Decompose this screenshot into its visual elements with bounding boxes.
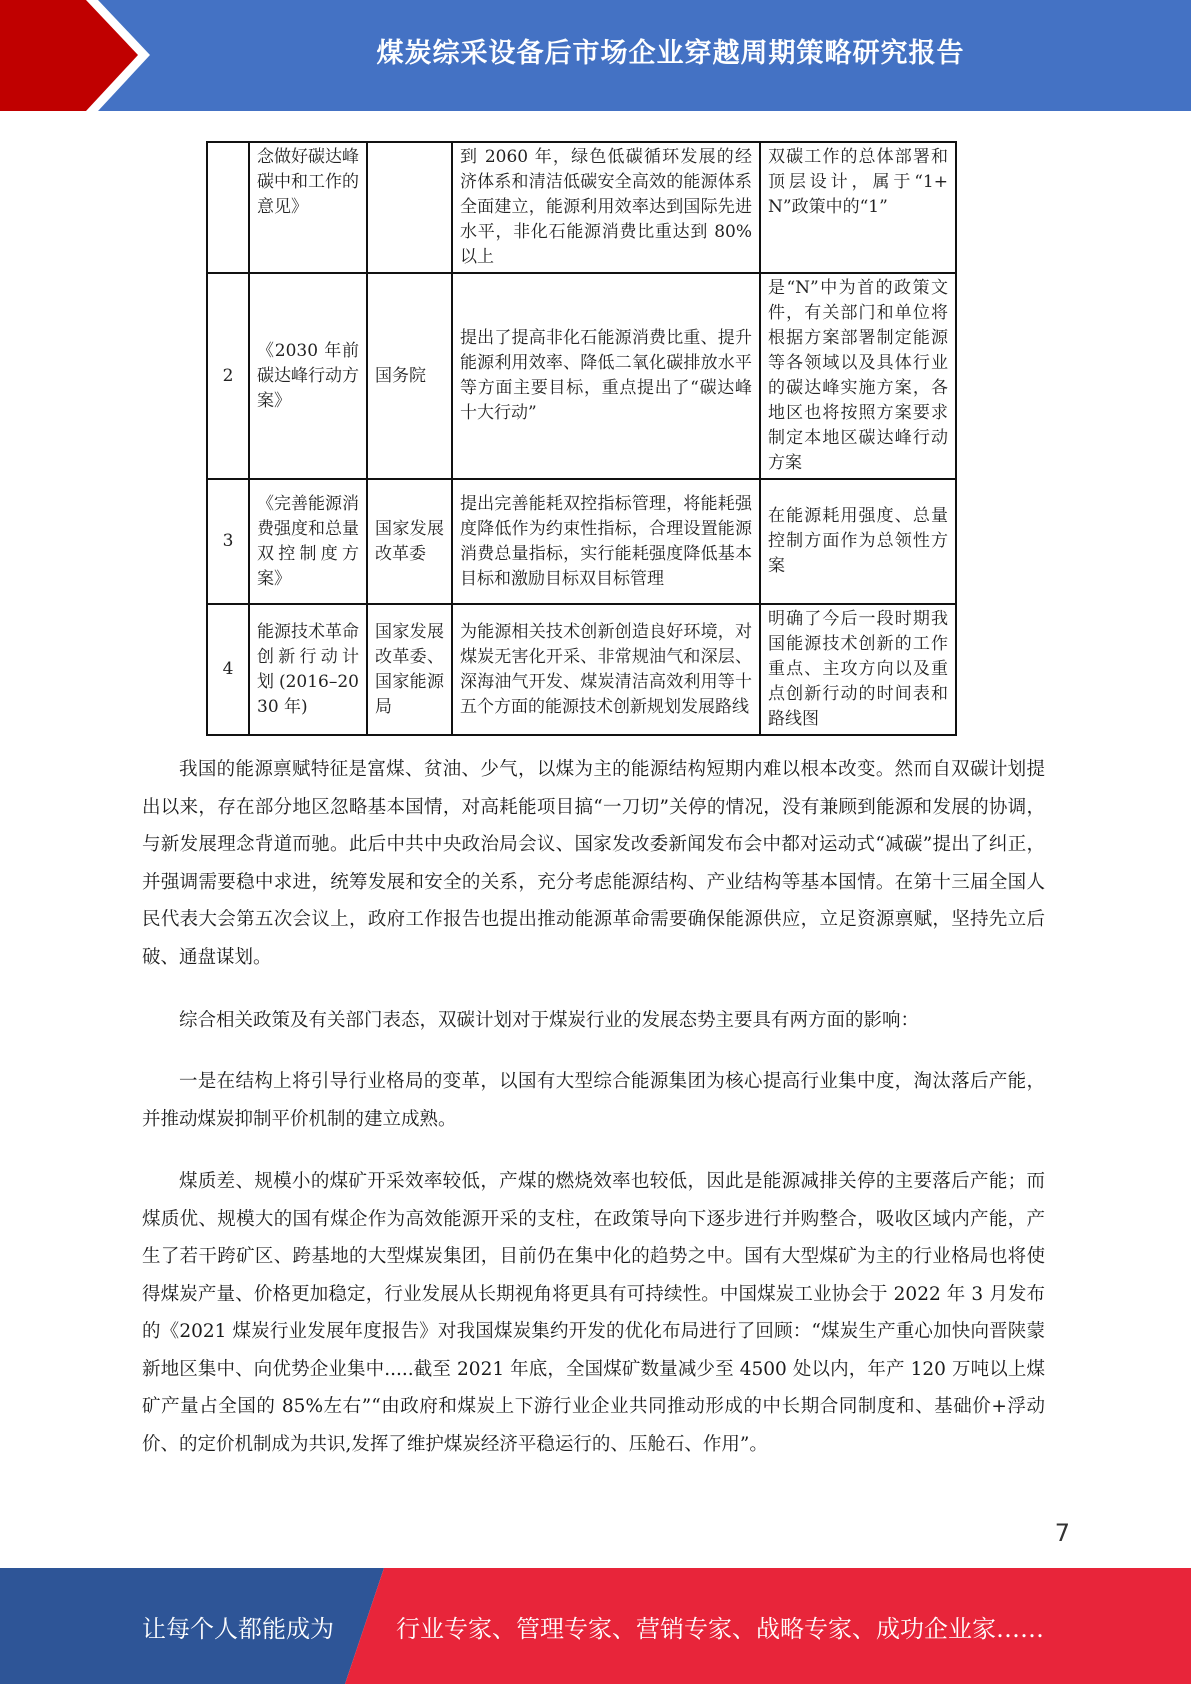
policy-table [206,141,957,736]
table-row [207,604,956,735]
table-cell-issuer: 国家发展改革委、国家能源局 [367,604,452,735]
body-paragraph: 我国的能源禀赋特征是富煤、贫油、少气，以煤为主的能源结构短期内难以根本改变。然而自双碳计划提出以来，存在部分地区忽略基本国情，对高耗能项目搞“一刀切”关停的情况，没有兼顾到能源和发展的协调，与新发展理念背道而驰。此后中共中央政治局会议、国家发改委新闻发布会中都对运动式“减碳”提出了纠正，并强调需要稳中求进，统筹发展和安全的关系，充分考虑能源结构、产业结构等基本国情。在第十三届全国人民代表大会第五次会议上，政府工作报告也提出推动能源革命需要确保能源供应，立足资源禀赋，坚持先立后破、通盘谋划。 [142,759,1045,968]
footer-slogan-right: 行业专家、管理专家、营销专家、战略专家、成功企业家…… [396,1614,1044,1643]
table-cell-name: 《2030 年前碳达峰行动方案》 [249,273,367,479]
table-cell-issuer: 国家发展改革委 [367,479,452,604]
body-paragraph: 综合相关政策及有关部门表态，双碳计划对于煤炭行业的发展态势主要具有两方面的影响： [179,1010,920,1031]
table-cell-issuer: 国务院 [367,273,452,479]
table-cell-no [207,142,249,273]
table-cell-no: 2 [207,273,249,479]
table-row [207,142,956,273]
table-cell-name: 能源技术革命创新行动计 划(2016–2030 年) [249,604,367,735]
page-header [0,0,1191,111]
table-cell-no: 4 [207,604,249,735]
table-cell-content: 提出了提高非化石能源消费比重、提升能源利用效率、降低二氧化碳排放水平等方面主要目标，重点提出了“碳达峰十大行动” [452,273,760,479]
footer-slogan-left: 让每个人都能成为 [142,1614,334,1643]
header-arrow-decoration [0,0,170,111]
body-paragraph: 一是在结构上将引导行业格局的变革，以国有大型综合能源集团为核心提高行业集中度，淘汰落后产能，并推动煤炭抑制平价机制的建立成熟。 [142,1071,1045,1130]
table-cell-content: 提出完善能耗双控指标管理，将能耗强度降低作为约束性指标，合理设置能源消费总量指标，实行能耗强度降低基本目标和激励目标双目标管理 [452,479,760,604]
table-cell-content: 为能源相关技术创新创造良好环境，对煤炭无害化开采、非常规油气和深层、深海油气开发、煤炭清洁高效利用等十五个方面的能源技术创新规划发展路线 [452,604,760,735]
table-row [207,479,956,604]
table-cell-issuer [367,142,452,273]
table-cell-status: 明确了今后一段时期我国能源技术创新的工作重点、主攻方向以及重点创新行动的时间表和路线图 [760,604,956,735]
table-row [207,273,956,479]
table-cell-content: 到 2060 年，绿色低碳循环发展的经济体系和清洁低碳安全高效的能源体系全面建立，能源利用效率达到国际先进水平，非化石能源消费比重达到 80%以上 [452,142,760,273]
report-title: 煤炭综采设备后市场企业穿越周期策略研究报告 [376,37,965,69]
table-cell-status: 在能源耗用强度、总量控制方面作为总领性方案 [760,479,956,604]
table-cell-no: 3 [207,479,249,604]
table-cell-status: 是“N”中为首的政策文件，有关部门和单位将根据方案部署制定能源等各领域以及具体行业的碳达峰实施方案，各地区也将按照方案要求制定本地区碳达峰行动方案 [760,273,956,479]
body-paragraph: 煤质差、规模小的煤矿开采效率较低，产煤的燃烧效率也较低，因此是能源减排关停的主要落后产能；而煤质优、规模大的国有煤企作为高效能源开采的支柱，在政策导向下逐步进行并购整合，吸收区域内产能，产生了若干跨矿区、跨基地的大型煤炭集团，目前仍在集中化的趋势之中。国有大型煤矿为主的行业格局也将使得煤炭产量、价格更加稳定，行业发展从长期视角将更具有可持续性。中国煤炭工业协会于 2022 年 3 月发布的《2021 煤炭行业发展年度报告》对我国煤炭集约开发的优化布局进行了回顾：“煤炭生产重心加快向晋陕蒙新地区集中、向优势企业集中.....截至 2021 年底，全国煤矿数量减少至 4500 处以内，年产 120 万吨以上煤矿产量占全国的 85%左右”“由政府和煤炭上下游行业企业共同推动形成的中长期合同制度和、基础价+浮动价、的定价机制成为共识,发挥了维护煤炭经济平稳运行的、压舱石、作用”。 [142,1171,1045,1455]
page-footer [0,1568,1191,1684]
page-number: 7 [1054,1519,1070,1547]
table-cell-status: 双碳工作的总体部署和顶层设计，属于“1+N”政策中的“1” [760,142,956,273]
table-cell-name: 念做好碳达峰碳中和工作的意见》 [249,142,367,273]
table-cell-name: 《完善能源消费强度和总量双控制度方案》 [249,479,367,604]
